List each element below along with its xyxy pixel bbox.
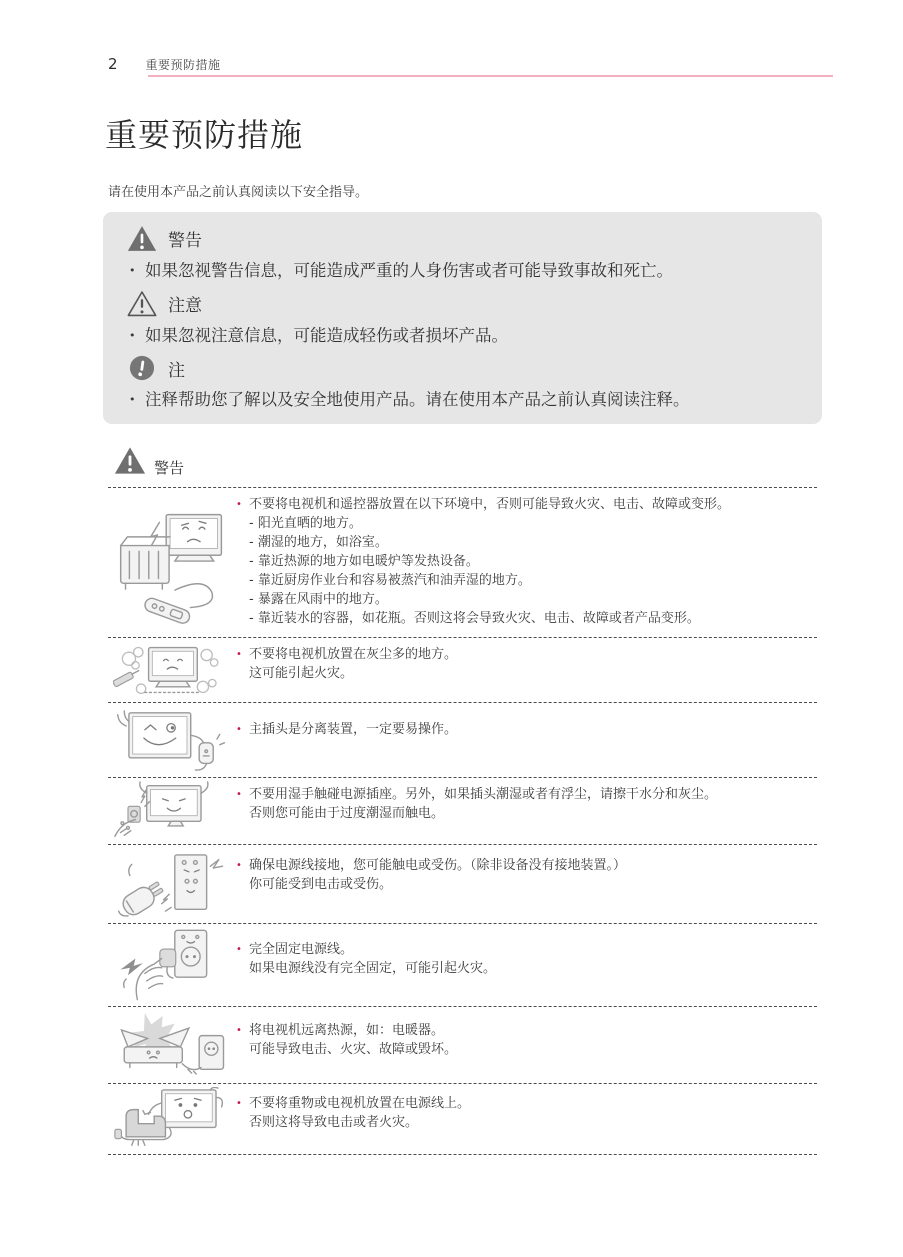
notice-caution-text: 如果忽视注意信息，可能造成轻伤或者损坏产品。	[145, 326, 508, 345]
running-header	[108, 55, 221, 73]
bullet-dot: •	[129, 393, 136, 406]
bullet-dot: •	[129, 329, 136, 342]
warning-row-text	[236, 845, 817, 923]
row-sub-line: - 阳光直晒的地方。	[249, 516, 362, 531]
notice-caution-text-line	[127, 325, 798, 347]
illustration-tv-sunlight-heater-remote	[108, 488, 236, 637]
bullet-dot: •	[236, 789, 242, 800]
row-bullet-line: • 确保电源线接地，您可能触电或受伤。（除非设备没有接地装置。）	[236, 858, 627, 873]
notice-note-label: 注	[168, 360, 185, 381]
warning-row-text	[236, 488, 817, 637]
illustration-tv-in-dust	[108, 638, 236, 702]
warning-row	[108, 487, 817, 637]
warning-row	[108, 637, 817, 702]
warning-row-text	[236, 703, 817, 777]
notice-note-head	[127, 355, 798, 381]
illustration-hand-fixing-plug	[108, 924, 236, 1006]
warning-section-header	[114, 446, 184, 479]
page-number: 2	[108, 55, 118, 73]
notice-box	[103, 212, 822, 424]
warning-triangle-filled-icon	[114, 446, 146, 479]
notice-warning-text-line	[127, 260, 798, 282]
bullet-dot: •	[236, 1025, 242, 1036]
warning-row-text	[236, 1007, 817, 1083]
warning-row-text	[236, 924, 817, 1006]
row-bullet-line: • 完全固定电源线。	[236, 942, 354, 957]
row-sub-line: - 靠近热源的地方如电暖炉等发热设备。	[249, 554, 479, 569]
row-sub-line: 如果电源线没有完全固定，可能引起火灾。	[249, 961, 497, 976]
bullet-dot: •	[236, 649, 242, 660]
bullet-dot: •	[236, 499, 242, 510]
row-sub-line: - 潮湿的地方，如浴室。	[249, 535, 388, 550]
running-section-title: 重要预防措施	[145, 58, 221, 72]
warning-triangle-filled-icon	[127, 225, 157, 252]
illustration-grounded-plug-outlet	[108, 845, 236, 923]
bullet-dot: •	[236, 724, 242, 735]
notice-note-text-line	[127, 389, 798, 411]
warning-row	[108, 844, 817, 923]
notice-note-text: 注释帮助您了解以及安全地使用产品。请在使用本产品之前认真阅读注释。	[145, 390, 690, 409]
row-sub-line: - 暴露在风雨中的地方。	[249, 592, 388, 607]
notice-warning-text: 如果忽视警告信息，可能造成严重的人身伤害或者可能导致事故和死亡。	[145, 261, 673, 280]
row-sub-line: - 靠近装水的容器，如花瓶。否则这将会导致火灾、电击、故障或者产品变形。	[249, 611, 700, 626]
notice-warning-head	[127, 225, 798, 252]
warning-row	[108, 702, 817, 777]
warning-row	[108, 1083, 817, 1155]
bullet-dot: •	[236, 944, 242, 955]
page-title: 重要预防措施	[105, 116, 304, 154]
row-sub-line: 这可能引起火灾。	[249, 666, 354, 681]
illustration-wet-hand-outlet	[108, 778, 236, 844]
illustration-chair-on-power-cord	[108, 1084, 236, 1154]
notice-warning-label: 警告	[168, 231, 202, 251]
row-bullet-line: • 不要将重物或电视机放置在电源线上。	[236, 1096, 471, 1111]
bullet-dot: •	[236, 1098, 242, 1109]
row-sub-line: 否则这将导致电击或者火灾。	[249, 1115, 419, 1130]
bullet-dot: •	[236, 860, 242, 871]
row-bullet-line: • 不要用湿手触碰电源插座。另外，如果插头潮湿或者有浮尘，请擦干水分和灰尘。	[236, 787, 718, 802]
warning-section-label: 警告	[154, 459, 185, 477]
warning-rows	[108, 487, 817, 1155]
note-circle-icon	[127, 355, 157, 381]
row-sub-line: 可能导致电击、火灾、故障或毁坏。	[249, 1042, 458, 1057]
illustration-heater-sparks	[108, 1007, 236, 1083]
row-sub-line: 你可能受到电击或受伤。	[249, 877, 393, 892]
notice-caution-label: 注意	[168, 296, 202, 316]
warning-row	[108, 1006, 817, 1083]
warning-row-text	[236, 1084, 817, 1154]
row-sub-line: 否则您可能由于过度潮湿而触电。	[249, 806, 445, 821]
row-bullet-line: • 将电视机远离热源，如：电暖器。	[236, 1023, 445, 1038]
warning-row-text	[236, 638, 817, 702]
warning-row	[108, 923, 817, 1006]
bullet-dot: •	[129, 264, 136, 277]
warning-row	[108, 777, 817, 844]
header-underline	[148, 75, 833, 77]
notice-caution-head	[127, 290, 798, 317]
row-bullet-line: • 不要将电视机和遥控器放置在以下环境中，否则可能导致火灾、电击、故障或变形。	[236, 497, 731, 512]
illustration-tv-holding-plug	[108, 703, 236, 777]
row-bullet-line: • 主插头是分离装置，一定要易操作。	[236, 722, 458, 737]
warning-row-text	[236, 778, 817, 844]
caution-triangle-outline-icon	[127, 290, 157, 317]
row-sub-line: - 靠近厨房作业台和容易被蒸汽和油弄湿的地方。	[249, 573, 531, 588]
intro-text: 请在使用本产品之前认真阅读以下安全指导。	[108, 185, 369, 200]
row-bullet-line: • 不要将电视机放置在灰尘多的地方。	[236, 647, 458, 662]
